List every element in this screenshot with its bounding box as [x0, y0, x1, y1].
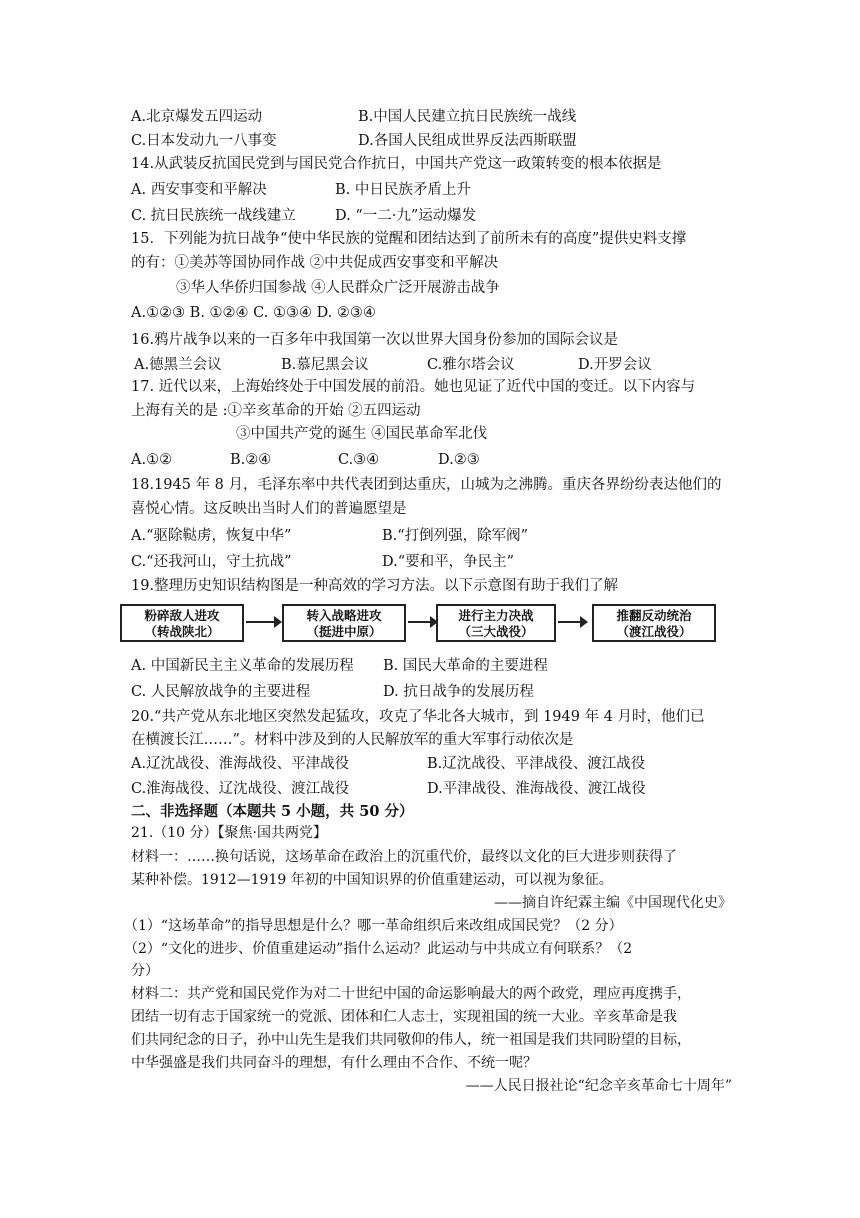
q21-subquestion-2-line1: （2）“文化的进步、价值重建运动”指什么运动？此运动与中共成立有何联系？（2	[124, 941, 633, 957]
q20-stem-line2: 在横渡长江……”。材料中涉及到的人民解放军的重大军事行动依次是	[131, 732, 574, 748]
flow-arrow-2	[408, 621, 432, 623]
q14-option-b: B. 中日民族矛盾上升	[335, 182, 471, 198]
q21-material1-line2: 某种补偿。1912—1919 年初的中国知识界的价值重建运动，可以视为象征。	[131, 872, 613, 888]
q19-flow-diagram	[120, 604, 720, 646]
q15-stem-line1: 15．下列能为抗日战争“使中华民族的觉醒和团结达到了前所未有的高度”提供史料支撑	[131, 231, 687, 247]
flow-box-1	[120, 604, 244, 642]
flow-box-3-line2: （三大战役）	[458, 624, 534, 639]
q16-option-c: C.雅尔塔会议	[427, 357, 515, 373]
q13-option-a: A.北京爆发五四运动	[131, 109, 263, 125]
flow-arrow-1	[246, 621, 276, 623]
flow-box-2	[282, 604, 406, 642]
q21-material2-source: ——人民日报社论“纪念辛亥革命七十周年”	[465, 1078, 732, 1094]
q13-option-d: D.各国人民组成世界反法西斯联盟	[358, 133, 577, 149]
q21-material2-line3: 们共同纪念的日子，孙中山先生是我们共同敬仰的伟人，统一祖国是我们共同盼望的目标，	[131, 1032, 691, 1048]
q17-stem-line3: ③中国共产党的诞生 ④国民革命军北伐	[236, 426, 488, 442]
flow-arrow-3	[558, 621, 582, 623]
q17-option-c: C.③④	[338, 452, 380, 468]
q13-option-b: B.中国人民建立抗日民族统一战线	[358, 109, 577, 125]
q18-option-b: B.“打倒列强，除军阀”	[382, 528, 529, 544]
q21-heading: 21.（10 分）【聚焦·国共两党】	[131, 825, 327, 841]
q13-option-c: C.日本发动九一八事变	[131, 133, 277, 149]
q15-stem-line3: ③华人华侨归国参战 ④人民群众广泛开展游击战争	[176, 280, 500, 296]
q16-option-b: B.慕尼黑会议	[281, 357, 369, 373]
q21-material2-line1: 材料二：共产党和国民党作为对二十世纪中国的命运影响最大的两个政党，理应再度携手，	[131, 986, 691, 1002]
q17-option-a: A.①②	[131, 452, 173, 468]
q20-option-c: C.淮海战役、辽沈战役、渡江战役	[131, 781, 350, 797]
q14-stem: 14.从武装反抗国民党到与国民党合作抗日，中国共产党这一政策转变的根本依据是	[131, 156, 662, 172]
flow-box-3	[436, 604, 556, 642]
q14-option-d: D. “一二·九”运动爆发	[335, 208, 477, 224]
q16-stem: 16.鸦片战争以来的一百多年中我国第一次以世界大国身份参加的国际会议是	[131, 332, 619, 348]
q19-option-d: D. 抗日战争的发展历程	[383, 684, 534, 700]
q15-options: A.①②③ B. ①②④ C. ①③④ D. ②③④	[131, 305, 376, 321]
flow-box-3-line1: 进行主力决战	[458, 608, 534, 623]
q17-stem-line2: 上海有关的是 :①辛亥革命的开始 ②五四运动	[131, 403, 421, 419]
q21-material1-source: ——摘自许纪霖主编《中国现代化史》	[494, 895, 732, 911]
q16-option-a: A.德黑兰会议	[134, 357, 222, 373]
q21-material1-line1: 材料一：……换句话说，这场革命在政治上的沉重代价，最终以文化的巨大进步则获得了	[131, 849, 677, 865]
q19-option-c: C. 人民解放战争的主要进程	[131, 684, 311, 700]
q20-option-a: A.辽沈战役、淮海战役、平津战役	[131, 756, 350, 772]
q18-option-d: D.“要和平，争民主”	[382, 554, 515, 570]
q17-stem-line1: 17. 近代以来，上海始终处于中国发展的前沿。她也见证了近代中国的变迁。以下内容与	[131, 379, 696, 395]
q15-stem-line2: 的有：①美苏等国协同作战 ②中共促成西安事变和平解决	[131, 255, 499, 271]
flow-box-2-line1: 转入战略进攻	[306, 608, 382, 623]
q18-option-c: C.“还我河山，守土抗战”	[131, 554, 292, 570]
flow-box-1-line2: （转战陕北）	[144, 624, 220, 639]
q21-subquestion-2-line2: 分）	[131, 963, 159, 979]
q18-stem-line2: 喜悦心情。这反映出当时人们的普遍愿望是	[131, 501, 407, 517]
section2-title: 二、非选择题（本题共 5 小题，共 50 分）	[131, 803, 414, 820]
q19-option-a: A. 中国新民主主义革命的发展历程	[131, 658, 354, 674]
q17-option-b: B.②④	[230, 452, 272, 468]
q21-material2-line2: 团结一切有志于国家统一的党派、团体和仁人志士，实现祖国的统一大业。辛亥革命是我	[131, 1009, 677, 1025]
q17-option-d: D.②③	[438, 452, 480, 468]
q18-stem-line1: 18.1945 年 8 月，毛泽东率中共代表团到达重庆，山城为之沸腾。重庆各界纷纷表达他们的	[131, 477, 722, 493]
flow-box-1-line1: 粉碎敌人进攻	[144, 608, 220, 623]
flow-box-4-line2: （渡江战役）	[616, 624, 692, 639]
flow-box-4	[592, 604, 716, 642]
q21-subquestion-1: （1）“这场革命”的指导思想是什么？哪一革命组织后来改组成国民党？（2 分）	[124, 918, 623, 934]
q19-stem: 19.整理历史知识结构图是一种高效的学习方法。以下示意图有助于我们了解	[131, 578, 619, 594]
q20-option-d: D.平津战役、淮海战役、渡江战役	[427, 781, 646, 797]
q20-option-b: B.辽沈战役、平津战役、渡江战役	[427, 756, 646, 772]
flow-box-2-line2: （挺进中原）	[306, 624, 382, 639]
q19-option-b: B. 国民大革命的主要进程	[383, 658, 548, 674]
q14-option-a: A. 西安事变和平解决	[131, 182, 267, 198]
flow-box-4-line1: 推翻反动统治	[616, 608, 692, 623]
q14-option-c: C. 抗日民族统一战线建立	[131, 208, 296, 224]
q18-option-a: A.“驱除鞑虏，恢复中华”	[131, 528, 292, 544]
q16-option-d: D.开罗会议	[578, 357, 652, 373]
q21-material2-line4: 中华强盛是我们共同奋斗的理想，有什么理由不合作、不统一呢？	[131, 1055, 537, 1071]
q20-stem-line1: 20.“共产党从东北地区突然发起猛攻，攻克了华北各大城市，到 1949 年 4 月时，他们已	[131, 709, 705, 725]
